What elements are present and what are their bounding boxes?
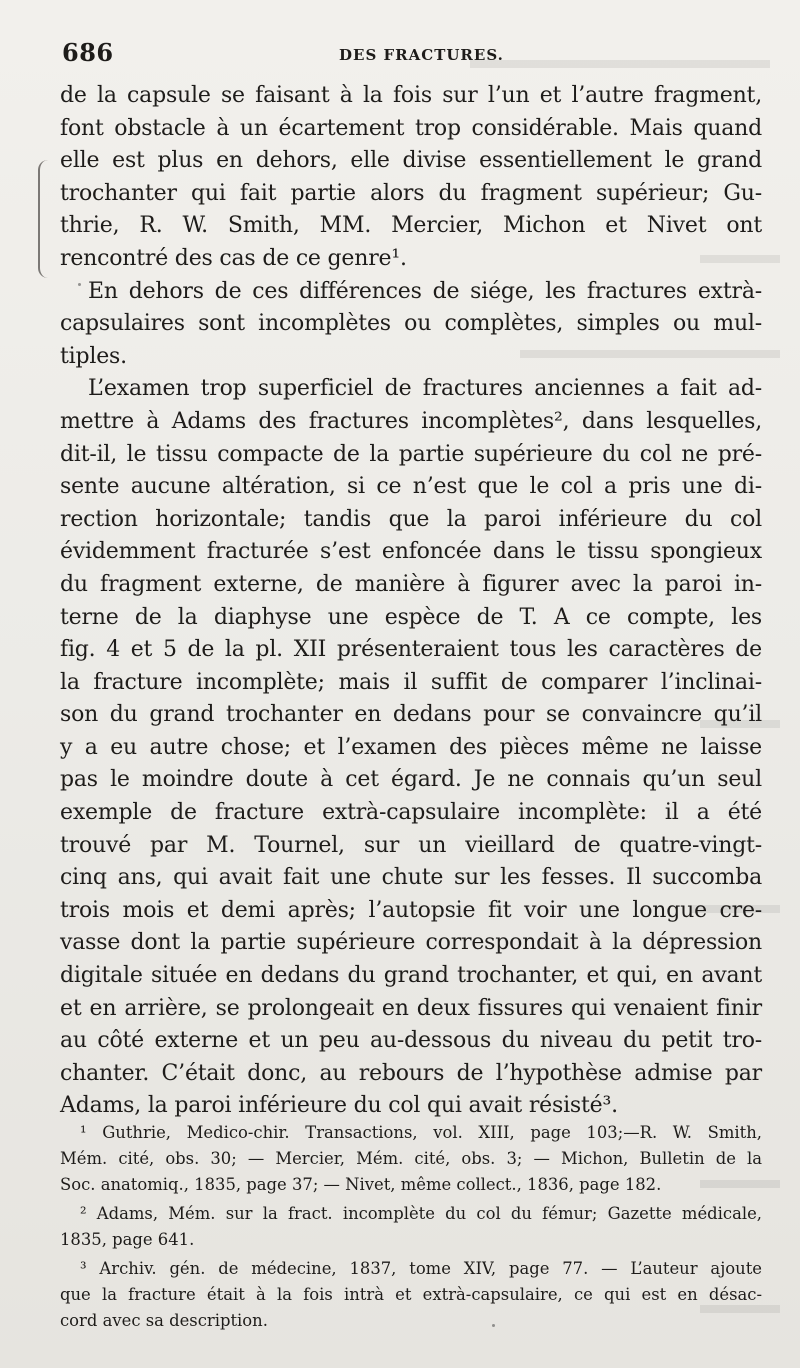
- text-line: évidemment fracturée s’est enfoncée dans le tissu spongieux: [60, 539, 762, 565]
- footnote-line: ² Adams, Mém. sur la fract. incomplète du col du fémur; Gazette médicale,: [80, 1204, 762, 1223]
- footnote-line: cord avec sa description.: [60, 1311, 268, 1330]
- paragraph-1: [60, 80, 762, 276]
- text-line: terne de la diaphyse une espèce de T. A ce compte, les: [60, 604, 762, 630]
- text-line: tiples.: [60, 343, 127, 369]
- text-line: du fragment externe, de manière à figurer avec la paroi in-: [60, 571, 762, 597]
- text-line: la fracture incomplète; mais il suffit de comparer l’inclinai-: [60, 669, 762, 695]
- footnote-1: [60, 1120, 762, 1198]
- text-line: exemple de fracture extrà-capsulaire incomplète: il a été: [60, 800, 762, 826]
- text-line: et en arrière, se prolongeait en deux fissures qui venaient finir: [60, 995, 762, 1021]
- paragraph-2: [60, 276, 762, 374]
- text-line: font obstacle à un écartement trop considérable. Mais quand: [60, 115, 762, 141]
- running-head: DES FRACTURES.: [339, 46, 504, 64]
- text-line: trois mois et demi après; l’autopsie fit voir une longue cre-: [60, 897, 762, 923]
- text-line: sente aucune altération, si ce n’est que le col a pris une di-: [60, 474, 762, 500]
- page-number: 686: [62, 38, 114, 67]
- text-line: capsulaires sont incomplètes ou complètes, simples ou mul-: [60, 311, 762, 337]
- footnote-line: ³ Archiv. gén. de médecine, 1837, tome XIV, page 77. — L’auteur ajoute: [80, 1259, 762, 1278]
- text-line: trochanter qui fait partie alors du fragment supérieur; Gu-: [60, 180, 762, 206]
- text-line: digitale située en dedans du grand trochanter, et qui, en avant: [60, 963, 762, 989]
- footnote-3: [60, 1256, 762, 1334]
- text-line: chanter. C’était donc, au rebours de l’hypothèse admise par: [60, 1060, 762, 1086]
- text-line: cinq ans, qui avait fait une chute sur les fesses. Il succomba: [60, 865, 762, 891]
- page-header: [62, 38, 760, 72]
- footnote-2: [60, 1201, 762, 1253]
- text-line: vasse dont la partie supérieure correspondait à la dépression: [60, 930, 762, 956]
- text-line: thrie, R. W. Smith, MM. Mercier, Michon et Nivet ont: [60, 213, 762, 239]
- text-line: Adams, la paroi inférieure du col qui avait résisté³.: [60, 1093, 618, 1119]
- text-line: fig. 4 et 5 de la pl. XII présenteraient tous les caractères de: [60, 637, 762, 663]
- text-line: En dehors de ces différences de siége, les fractures extrà-: [88, 278, 762, 304]
- body-text: [60, 80, 762, 1123]
- text-line: y a eu autre chose; et l’examen des pièces même ne laisse: [60, 734, 762, 760]
- text-line: elle est plus en dehors, elle divise essentiellement le grand: [60, 148, 762, 174]
- text-line: au côté externe et un peu au-dessous du niveau du petit tro-: [60, 1028, 762, 1054]
- text-line: de la capsule se faisant à la fois sur l’un et l’autre fragment,: [60, 83, 762, 108]
- text-line: mettre à Adams des fractures incomplètes², dans lesquelles,: [60, 408, 762, 434]
- footnotes: [60, 1120, 762, 1334]
- text-line: dit-il, le tissu compacte de la partie supérieure du col ne pré-: [60, 441, 762, 467]
- footnote-line: Soc. anatomiq., 1835, page 37; — Nivet, même collect., 1836, page 182.: [60, 1175, 662, 1194]
- footnote-line: Mém. cité, obs. 30; — Mercier, Mém. cité, obs. 3; — Michon, Bulletin de la: [60, 1149, 762, 1168]
- footnote-line: 1835, page 641.: [60, 1230, 195, 1249]
- text-line: rection horizontale; tandis que la paroi inférieure du col: [60, 506, 762, 532]
- text-line: rencontré des cas de ce genre¹.: [60, 245, 407, 271]
- footnote-line: que la fracture était à la fois intrà et extrà-capsulaire, ce qui est en désac-: [60, 1285, 762, 1304]
- footnote-line: ¹ Guthrie, Medico-chir. Transactions, vol. XIII, page 103;—R. W. Smith,: [80, 1123, 762, 1142]
- text-line: trouvé par M. Tournel, sur un vieillard de quatre-vingt-: [60, 832, 762, 858]
- text-line: L’examen trop superficiel de fractures anciennes a fait ad-: [88, 376, 762, 402]
- paragraph-3: [60, 373, 762, 1123]
- text-line: pas le moindre doute à cet égard. Je ne connais qu’un seul: [60, 767, 762, 793]
- text-line: son du grand trochanter en dedans pour se convaincre qu’il: [60, 702, 762, 728]
- pencil-margin-mark: [38, 160, 54, 278]
